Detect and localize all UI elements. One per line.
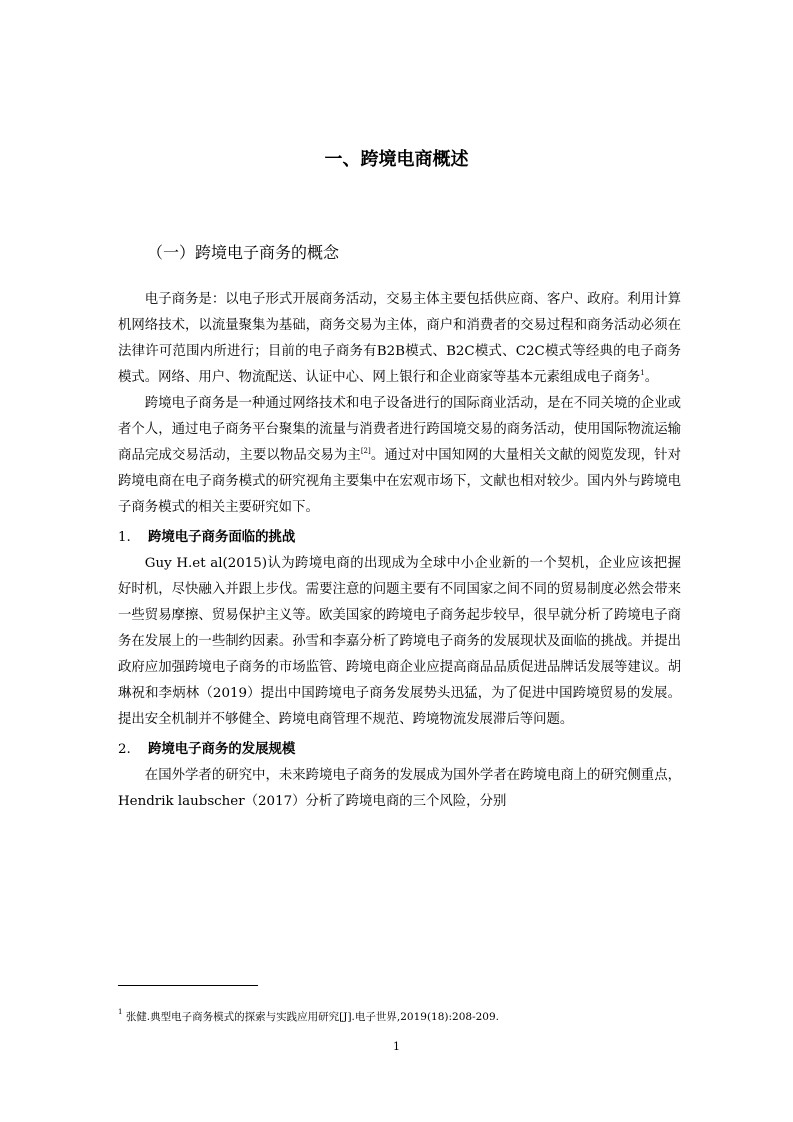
citation-ref: [2] xyxy=(360,447,371,455)
paragraph-concept-crossborder xyxy=(118,391,681,521)
footnote-ref: 1 xyxy=(640,369,645,377)
subsection-heading-challenges xyxy=(118,525,681,551)
subsection-heading-scale xyxy=(118,737,681,763)
subsection-number: 2. xyxy=(118,742,131,757)
body-text xyxy=(118,287,681,815)
subsection-number: 1. xyxy=(118,530,131,545)
footnote xyxy=(118,1010,681,1024)
footnote-mark: 1 xyxy=(118,1008,123,1016)
paragraph-text: 跨境电子商务是一种通过网络技术和电子设备进行的国际商业活动，是在不同关境的企业或者个人，通过电子商务平台聚集的流量与消费者进行跨国境交易的商务活动，使用国际物流运输商品完成交易活动，主要以物品交易为主 xyxy=(118,396,681,463)
section-heading: （一）跨境电子商务的概念 xyxy=(147,243,340,262)
paragraph-concept-ecommerce xyxy=(118,287,681,391)
subsection-title: 跨境电子商务面临的挑战 xyxy=(148,530,296,545)
paragraph-tail: 。 xyxy=(644,370,659,385)
footnote-text: 张健.典型电子商务模式的探索与实践应用研究[J].电子世界,2019(18):208-209. xyxy=(125,1011,500,1023)
page-number: 1 xyxy=(393,1040,400,1053)
subsection-title: 跨境电子商务的发展规模 xyxy=(148,742,296,757)
paragraph-tail: 。通过对中国知网的大量相关文献的阅览发现，针对跨境电商在电子商务模式的研究视角主要集中在宏观市场下，文献也相对较少。国内外与跨境电子商务模式的相关主要研究如下。 xyxy=(118,448,682,515)
paragraph-text: 电子商务是：以电子形式开展商务活动，交易主体主要包括供应商、客户、政府。利用计算机网络技术，以流量聚集为基础，商务交易为主体，商户和消费者的交易过程和商务活动必须在法律许可范围内所进行；目前的电子商务有B2B模式、B2C模式、C2C模式等经典的电子商务模式。网络、用户、物流配送、认证中心、网上银行和企业商家等基本元素组成电子商务 xyxy=(118,292,681,385)
paragraph-challenges: Guy H.et al(2015)认为跨境电商的出现成为全球中小企业新的一个契机，企业应该把握好时机，尽快融入并跟上步伐。需要注意的问题主要有不同国家之间不同的贸易制度必然会带来一些贸易摩擦、贸易保护主义等。欧美国家的跨境电子商务起步较早，很早就分析了跨境电子商务在发展上的一些制约因素。孙雪和李嘉分析了跨境电子商务的发展现状及面临的挑战。并提出政府应加强跨境电子商务的市场监管、跨境电商企业应提高商品品质促进品牌话发展等建议。胡琳祝和李炳林（2019）提出中国跨境电子商务发展势头迅猛，为了促进中国跨境贸易的发展。提出安全机制并不够健全、跨境电商管理不规范、跨境物流发展滞后等问题。 xyxy=(118,556,681,727)
page-title: 一、跨境电商概述 xyxy=(324,149,469,170)
footnote-divider xyxy=(118,985,258,986)
paragraph-scale: 在国外学者的研究中，未来跨境电子商务的发展成为国外学者在跨境电商上的研究侧重点，Hendrik laubscher（2017）分析了跨境电商的三个风险，分别 xyxy=(118,768,681,809)
